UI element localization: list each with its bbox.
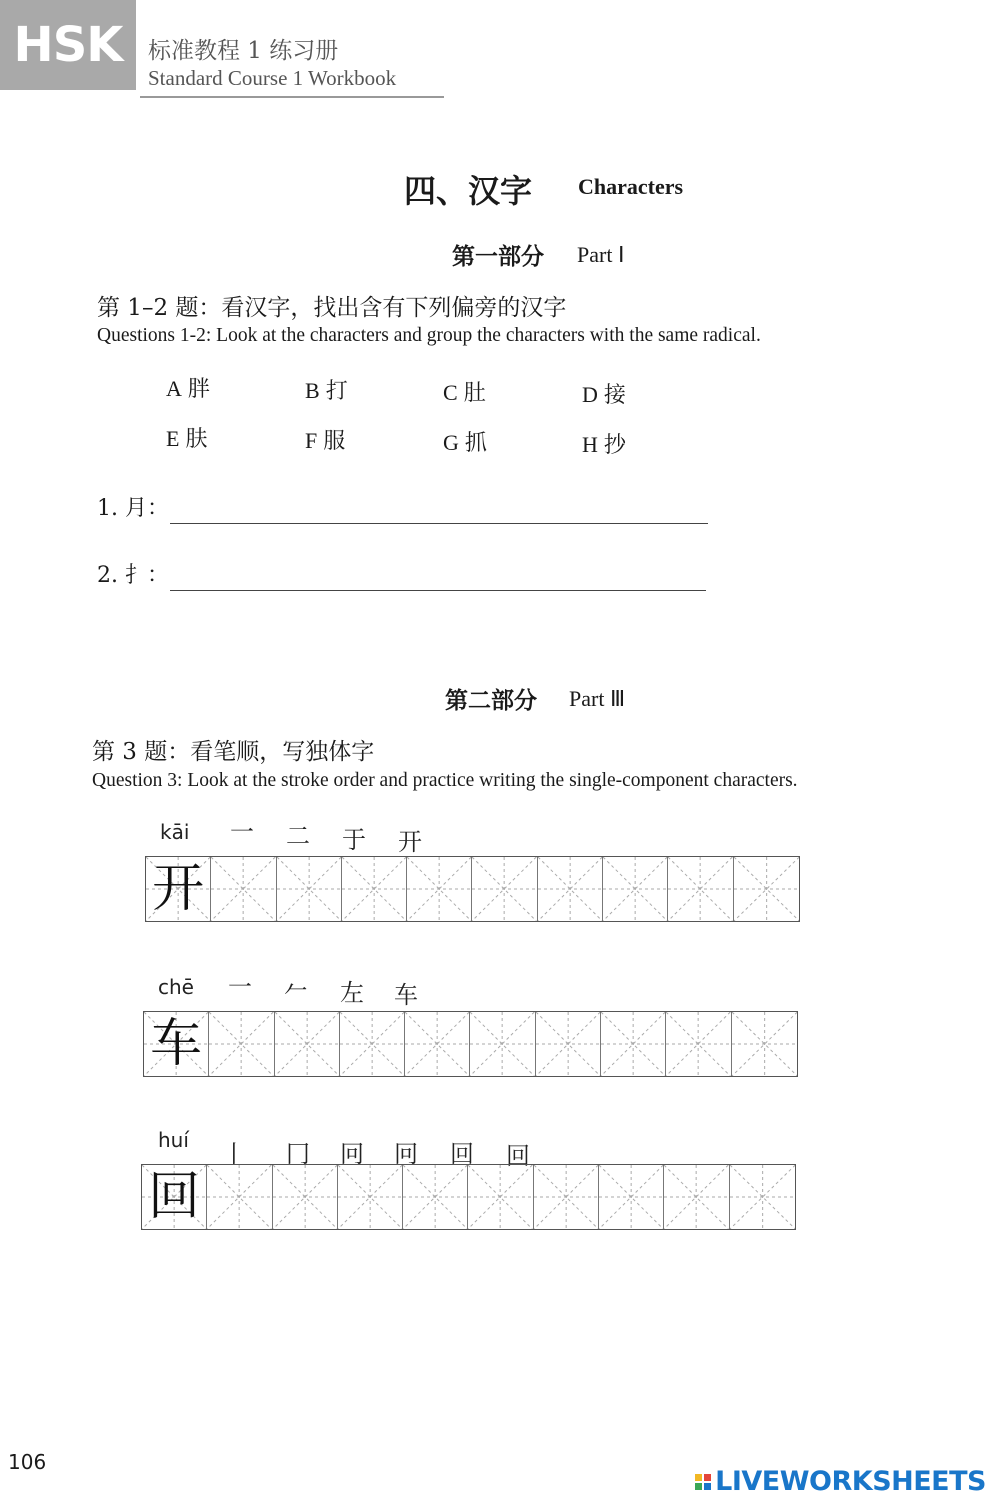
- writing-cell[interactable]: [603, 857, 668, 921]
- liveworksheets-wordmark: LIVEWORKSHEETS: [715, 1466, 986, 1497]
- writing-cell[interactable]: [275, 1012, 340, 1076]
- writing-cell[interactable]: [340, 1012, 405, 1076]
- part1-label-cn: 第一部分: [452, 243, 544, 270]
- question-3-en: Question 3: Look at the stroke order and practice writing the single-component characters.: [92, 770, 798, 791]
- writing-cell[interactable]: [666, 1012, 731, 1076]
- stroke-step: 于: [342, 826, 366, 854]
- practice-grid-kai: [145, 856, 800, 922]
- writing-cell[interactable]: [734, 857, 799, 921]
- writing-cell[interactable]: [342, 857, 407, 921]
- part2-label-en: Part Ⅲ: [569, 686, 626, 711]
- answer-2-label: 2. 扌：: [97, 563, 169, 588]
- series-title-cn: 标准教程 1 练习册: [148, 38, 339, 64]
- model-character-cell: [146, 857, 211, 921]
- writing-cell[interactable]: [536, 1012, 601, 1076]
- hsk-logo: HSK: [0, 0, 136, 90]
- option-g: G 抓: [443, 430, 487, 456]
- stroke-step: 车: [394, 981, 418, 1009]
- practice-grid-che: [143, 1011, 798, 1077]
- model-character-cell: [144, 1012, 209, 1076]
- writing-cell[interactable]: [407, 857, 472, 921]
- stroke-step: 二: [286, 822, 310, 850]
- writing-cell[interactable]: [209, 1012, 274, 1076]
- option-a: A 胖: [166, 376, 210, 402]
- pinyin-hui: huí: [158, 1128, 189, 1152]
- page-number: 106: [8, 1450, 47, 1474]
- answer-2-line[interactable]: [170, 590, 706, 591]
- writing-cell[interactable]: [732, 1012, 797, 1076]
- stroke-step: 左: [340, 979, 364, 1007]
- liveworksheets-icon: [695, 1474, 711, 1490]
- stroke-step: 冋: [340, 1140, 364, 1168]
- stroke-step: 回: [506, 1142, 530, 1170]
- stroke-step: 一: [228, 973, 252, 1001]
- part2-label-cn: 第二部分: [445, 687, 537, 714]
- pinyin-che: chē: [158, 975, 194, 999]
- section-title: 四、汉字: [404, 172, 533, 210]
- writing-cell[interactable]: [534, 1165, 599, 1229]
- liveworksheets-logo: [695, 1466, 986, 1497]
- writing-cell[interactable]: [468, 1165, 533, 1229]
- writing-cell[interactable]: [538, 857, 603, 921]
- writing-cell[interactable]: [405, 1012, 470, 1076]
- model-character: 车: [150, 1014, 203, 1074]
- writing-cell[interactable]: [599, 1165, 664, 1229]
- answer-1-line[interactable]: [170, 523, 708, 524]
- writing-cell[interactable]: [470, 1012, 535, 1076]
- question-1-2-cn: 第 1–2 题：看汉字，找出含有下列偏旁的汉字: [97, 295, 567, 321]
- writing-cell[interactable]: [207, 1165, 272, 1229]
- writing-cell[interactable]: [403, 1165, 468, 1229]
- writing-cell[interactable]: [601, 1012, 666, 1076]
- model-character: 开: [152, 859, 205, 919]
- answer-1-label: 1. 月：: [97, 496, 169, 521]
- option-d: D 接: [582, 382, 626, 408]
- section-title-en: Characters: [578, 174, 684, 199]
- stroke-step: 一: [230, 818, 254, 846]
- stroke-step: 开: [398, 828, 422, 856]
- stroke-step: 𠂉: [284, 977, 308, 1005]
- writing-cell[interactable]: [664, 1165, 729, 1229]
- model-character: 回: [148, 1167, 201, 1227]
- option-e: E 肤: [166, 426, 208, 452]
- part1-label-en: Part Ⅰ: [577, 242, 625, 267]
- question-3-cn: 第 3 题：看笔顺，写独体字: [92, 739, 375, 765]
- option-b: B 打: [305, 378, 348, 404]
- model-character-cell: [142, 1165, 207, 1229]
- writing-cell[interactable]: [668, 857, 733, 921]
- writing-cell[interactable]: [277, 857, 342, 921]
- writing-cell[interactable]: [211, 857, 276, 921]
- writing-cell[interactable]: [730, 1165, 795, 1229]
- writing-cell[interactable]: [472, 857, 537, 921]
- writing-cell[interactable]: [338, 1165, 403, 1229]
- stroke-step: 回: [450, 1140, 474, 1168]
- stroke-step: 冋: [394, 1140, 418, 1168]
- option-c: C 肚: [443, 380, 486, 406]
- stroke-step: 冂: [286, 1140, 310, 1168]
- question-1-2-en: Questions 1-2: Look at the characters and group the characters with the same radical.: [97, 325, 761, 346]
- series-title-en: Standard Course 1 Workbook: [148, 66, 397, 90]
- writing-cell[interactable]: [273, 1165, 338, 1229]
- pinyin-kai: kāi: [160, 820, 190, 844]
- option-h: H 抄: [582, 432, 626, 458]
- practice-grid-hui: [141, 1164, 796, 1230]
- option-f: F 服: [305, 428, 346, 454]
- stroke-step: 丨: [222, 1140, 246, 1168]
- header-divider: [140, 96, 444, 98]
